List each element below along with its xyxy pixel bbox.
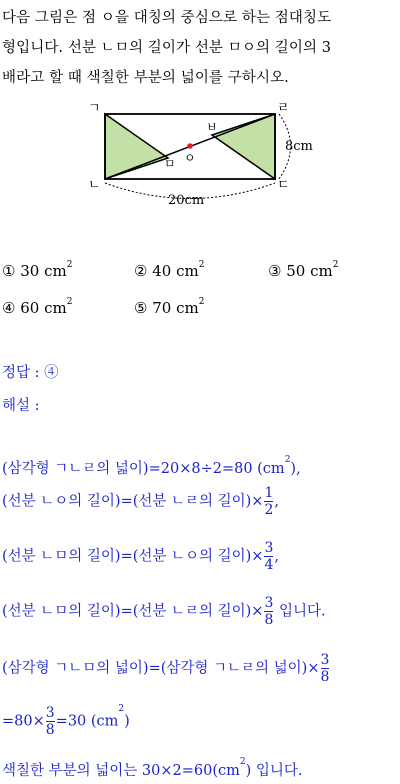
label-r: ㄹ	[277, 101, 290, 116]
solution-conclusion: 색칠한 부분의 넓이는 $30\times 2=60(cm^2)$ 입니다.	[2, 757, 303, 779]
solution-step-3: (선분 ㄴㅁ의 길이)=(선분 ㄴㅇ의 길이)× $\frac{3}{4}$ ,	[2, 540, 279, 573]
question-line-1: 다음 그림은 점 ㅇ을 대칭의 중심으로 하는 점대칭도	[2, 10, 332, 26]
question-line-2: 형입니다. 선분 ㄴㅁ의 길이가 선분 ㅁㅇ의 길이의 3	[2, 40, 332, 56]
choice-1[interactable]: ① 30 $cm^2$	[2, 260, 73, 280]
shaded-triangle-right	[212, 114, 275, 179]
choice-2[interactable]: ② 40 $cm^2$	[134, 260, 205, 280]
label-d: ㄷ	[277, 178, 290, 193]
solution-step-6: =80× $\frac{3}{8}$ =30 $(cm^2)$	[2, 704, 130, 738]
question-line-3: 배라고 할 때 색칠한 부분의 넓이를 구하시오.	[2, 70, 289, 86]
width-label: 20cm	[168, 193, 205, 208]
choice-3[interactable]: ③ 50 $cm^2$	[268, 260, 339, 280]
label-b: ㅂ	[206, 120, 218, 134]
solution-step-5: (삼각형 ㄱㄴㅁ의 넓이)=(삼각형 ㄱㄴㄹ의 넓이)× $\frac{3}{8}$	[2, 652, 330, 685]
label-m: ㅁ	[164, 157, 176, 171]
solution-step-2: (선분 ㄴㅇ의 길이)=(선분 ㄴㄹ의 길이)× $\frac{1}{2}$ ,	[2, 485, 279, 518]
label-g: ㄱ	[88, 101, 101, 116]
point-symmetric-figure	[80, 96, 340, 216]
solution-step-4: (선분 ㄴㅁ의 길이)=(선분 ㄴㄹ의 길이)× $\frac{3}{8}$ 입니다.	[2, 595, 326, 628]
height-label: 8cm	[285, 139, 313, 154]
choice-4[interactable]: ④ 60 $cm^2$	[2, 297, 73, 317]
solution-step-1: (삼각형 ㄱㄴㄹ의 넓이)=20×8÷2=80 $(cm^2)$,	[2, 455, 301, 477]
answer-label: 정답 : ④	[2, 365, 59, 381]
label-o: ㅇ	[184, 151, 196, 165]
label-n: ㄴ	[88, 178, 101, 193]
center-point	[187, 143, 193, 149]
choice-5[interactable]: ⑤ 70 $cm^2$	[134, 297, 205, 317]
explanation-label: 해설 :	[2, 398, 40, 414]
shaded-triangle-left	[105, 114, 168, 179]
